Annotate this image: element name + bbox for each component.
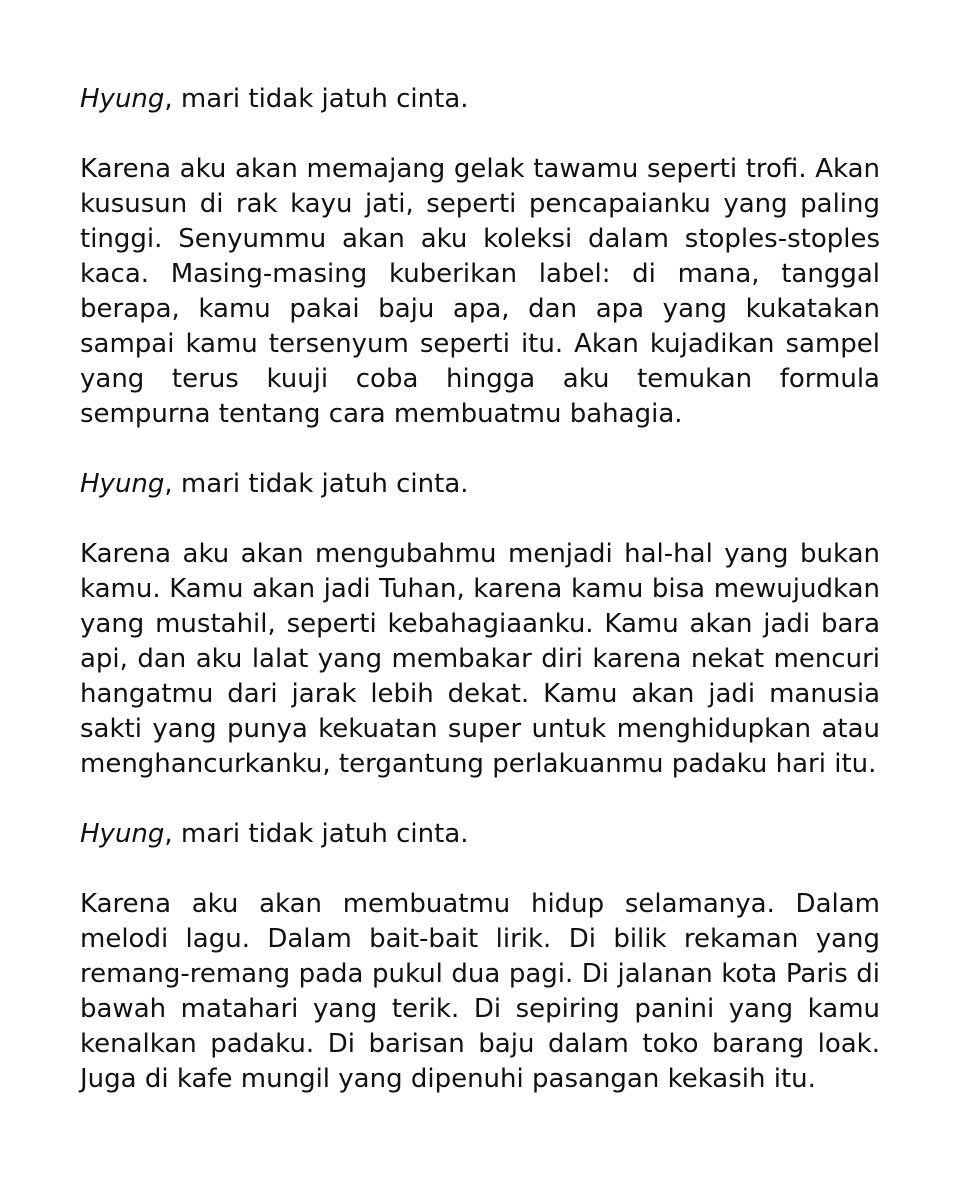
paragraph-2: Karena aku akan mengubahmu menjadi hal-hal yang bukan kamu. Kamu akan jadi Tuhan, karena kamu bisa mewujudkan yang mustahil, seperti kebahagiaanku. Kamu akan jadi bara api, dan aku lalat yang membakar diri karena nekat mencuri hangatmu dari jarak lebih dekat. Kamu akan jadi manusia sakti yang punya kekuatan super untuk menghidupkan atau menghancurkanku, tergantung perlakuanmu padaku hari itu.: [80, 539, 880, 779]
refrain-line-3: [80, 817, 880, 852]
refrain-text: , mari tidak jatuh cinta.: [164, 469, 469, 499]
refrain-italic-word: Hyung: [80, 819, 165, 849]
refrain-text: , mari tidak jatuh cinta.: [164, 84, 469, 114]
refrain-line-2: [80, 467, 880, 502]
refrain-italic-word: Hyung: [80, 84, 165, 114]
refrain-line-1: [80, 82, 880, 117]
paragraph-3: Karena aku akan membuatmu hidup selamanya. Dalam melodi lagu. Dalam bait-bait lirik. Di bilik rekaman yang remang-remang pada pukul dua pagi. Di jalanan kota Paris di bawah matahari yang terik. Di sepiring panini yang kamu kenalkan padaku. Di barisan baju dalam toko barang loak. Juga di kafe mungil yang dipenuhi pasangan kekasih itu.: [80, 889, 880, 1094]
refrain-text: , mari tidak jatuh cinta.: [164, 819, 469, 849]
refrain-italic-word: Hyung: [80, 469, 165, 499]
paragraph-1: Karena aku akan memajang gelak tawamu seperti trofi. Akan kususun di rak kayu jati, seperti pencapaianku yang paling tinggi. Senyummu akan aku koleksi dalam stoples-stoples kaca. Masing-masing kuberikan label: di mana, tanggal berapa, kamu pakai baju apa, dan apa yang kukatakan sampai kamu tersenyum seperti itu. Akan kujadikan sampel yang terus kuuji coba hingga aku temukan formula sempurna tentang cara membuatmu bahagia.: [80, 154, 880, 429]
